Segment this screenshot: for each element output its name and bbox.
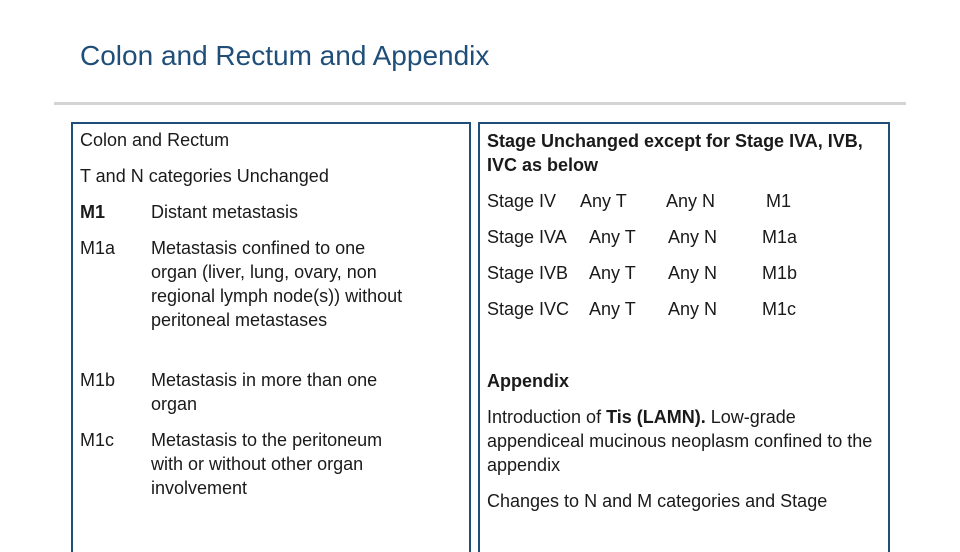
stage-m: M1b bbox=[762, 263, 798, 283]
appendix-heading: Appendix bbox=[487, 371, 570, 391]
m1a-description: Metastasis confined to one organ (liver, lung, ovary, non regional lymph node(s)) without peritoneal metastases bbox=[151, 238, 403, 330]
title-divider bbox=[54, 102, 906, 105]
appendix-intro bbox=[487, 405, 887, 477]
stage-t: Any T bbox=[589, 299, 636, 319]
stage-label: Stage IV bbox=[487, 191, 557, 211]
t-n-unchanged-subheading: T and N categories Unchanged bbox=[80, 166, 329, 186]
colon-rectum-heading: Colon and Rectum bbox=[80, 130, 230, 150]
changes-text: Changes to N and M categories and Stage bbox=[487, 491, 828, 511]
stage-unchanged-heading: Stage Unchanged except for Stage IVA, IVB, IVC as below bbox=[487, 131, 863, 175]
stage-n: Any N bbox=[666, 191, 716, 211]
m1b-description: Metastasis in more than one organ bbox=[151, 370, 378, 414]
m1a-code: M1a bbox=[80, 238, 116, 258]
stage-t: Any T bbox=[589, 263, 636, 283]
page-title: Colon and Rectum and Appendix bbox=[80, 40, 490, 71]
stage-m: M1c bbox=[762, 299, 797, 319]
m1c-description: Metastasis to the peritoneum with or without other organ involvement bbox=[151, 430, 383, 498]
intro-prefix: Introduction of bbox=[487, 407, 607, 427]
stage-n: Any N bbox=[668, 299, 718, 319]
m1-code: M1 bbox=[80, 202, 106, 222]
stage-n: Any N bbox=[668, 227, 718, 247]
stage-label: Stage IVA bbox=[487, 227, 567, 247]
intro-rest: Low-grade appendiceal mucinous neoplasm confined to the appendix bbox=[487, 407, 873, 475]
intro-tis-lamn: Tis (LAMN). bbox=[606, 407, 706, 427]
stage-label: Stage IVC bbox=[487, 299, 570, 319]
m1-description: Distant metastasis bbox=[151, 202, 299, 222]
m1c-code: M1c bbox=[80, 430, 115, 450]
m1b-code: M1b bbox=[80, 370, 116, 390]
stage-m: M1 bbox=[766, 191, 792, 211]
stage-t: Any T bbox=[589, 227, 636, 247]
stage-m: M1a bbox=[762, 227, 798, 247]
stage-label: Stage IVB bbox=[487, 263, 569, 283]
stage-t: Any T bbox=[580, 191, 627, 211]
stage-n: Any N bbox=[668, 263, 718, 283]
right-panel bbox=[478, 122, 890, 552]
